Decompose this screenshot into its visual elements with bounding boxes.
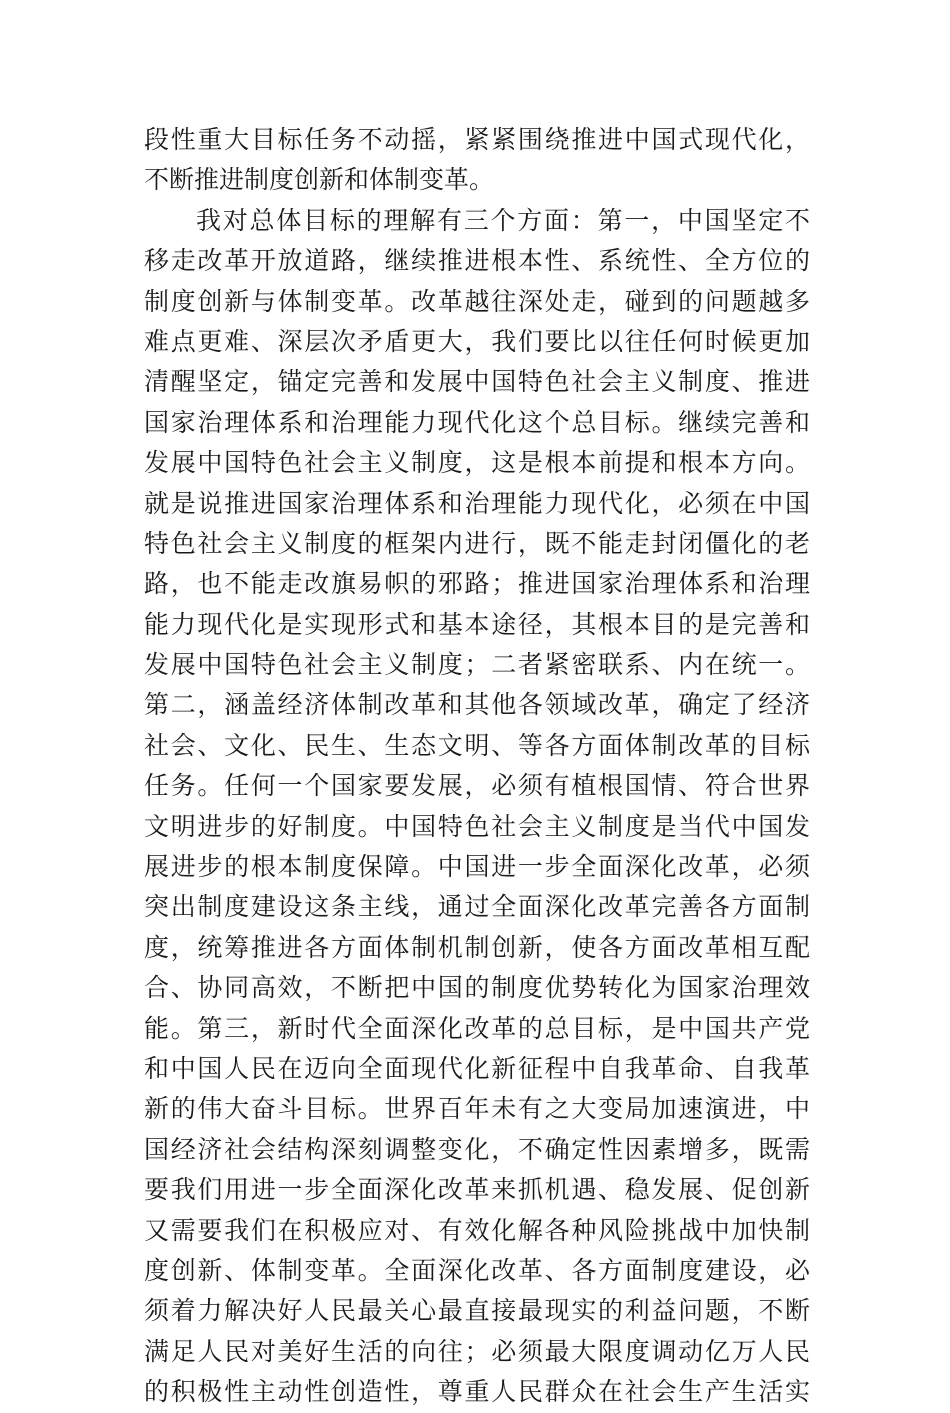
- text-line: 第二，涵盖经济体制改革和其他各领域改革，确定了经济: [144, 690, 810, 720]
- text-line: 发展中国特色社会主义制度；二者紧密联系、内在统一。: [144, 650, 810, 680]
- document-page: [144, 120, 810, 1413]
- paragraph-2: [144, 201, 810, 1413]
- text-line: 能。第三，新时代全面深化改革的总目标，是中国共产党: [144, 1013, 810, 1043]
- paragraph-1: [144, 120, 810, 201]
- text-line: 合、协同高效，不断把中国的制度优势转化为国家治理效: [144, 973, 810, 1003]
- text-line: 新的伟大奋斗目标。世界百年未有之大变局加速演进，中: [144, 1094, 810, 1124]
- text-line: 又需要我们在积极应对、有效化解各种风险挑战中加快制: [144, 1215, 810, 1245]
- text-line: 就是说推进国家治理体系和治理能力现代化，必须在中国: [144, 488, 810, 518]
- text-line: 度，统筹推进各方面体制机制创新，使各方面改革相互配: [144, 932, 810, 962]
- text-line: 要我们用进一步全面深化改革来抓机遇、稳发展、促创新: [144, 1175, 810, 1205]
- text-line: 难点更难、深层次矛盾更大，我们要比以往任何时候更加: [144, 326, 810, 356]
- text-line: 满足人民对美好生活的向往；必须最大限度调动亿万人民: [144, 1336, 810, 1366]
- text-line: 我对总体目标的理解有三个方面：第一，中国坚定不: [196, 205, 810, 235]
- text-line: 任务。任何一个国家要发展，必须有植根国情、符合世界: [144, 771, 810, 801]
- text-line: 能力现代化是实现形式和基本途径，其根本目的是完善和: [144, 609, 810, 639]
- text-line: 文明进步的好制度。中国特色社会主义制度是当代中国发: [144, 811, 810, 841]
- text-line: 国经济社会结构深刻调整变化，不确定性因素增多，既需: [144, 1134, 810, 1164]
- text-line: 移走改革开放道路，继续推进根本性、系统性、全方位的: [144, 246, 810, 276]
- text-line: 段性重大目标任务不动摇，紧紧围绕推进中国式现代化，: [144, 125, 810, 154]
- text-line: 发展中国特色社会主义制度，这是根本前提和根本方向。: [144, 448, 810, 478]
- text-line: 国家治理体系和治理能力现代化这个总目标。继续完善和: [144, 407, 810, 437]
- text-line: 特色社会主义制度的框架内进行，既不能走封闭僵化的老: [144, 528, 810, 558]
- text-line: 制度创新与体制变革。改革越往深处走，碰到的问题越多: [144, 286, 810, 316]
- text-line: 的积极性主动性创造性，尊重人民群众在社会生产生活实: [144, 1377, 810, 1407]
- text-line: 须着力解决好人民最关心最直接最现实的利益问题，不断: [144, 1296, 810, 1326]
- text-line: 度创新、体制变革。全面深化改革、各方面制度建设，必: [144, 1255, 810, 1285]
- text-line: 展进步的根本制度保障。中国进一步全面深化改革，必须: [144, 852, 810, 882]
- text-line: 和中国人民在迈向全面现代化新征程中自我革命、自我革: [144, 1053, 810, 1083]
- text-line: 不断推进制度创新和体制变革。: [144, 165, 495, 195]
- text-line: 突出制度建设这条主线，通过全面深化改革完善各方面制: [144, 892, 810, 922]
- text-line: 路，也不能走改旗易帜的邪路；推进国家治理体系和治理: [144, 569, 810, 599]
- text-line: 清醒坚定，锚定完善和发展中国特色社会主义制度、推进: [144, 367, 810, 397]
- text-line: 社会、文化、民生、生态文明、等各方面体制改革的目标: [144, 730, 810, 760]
